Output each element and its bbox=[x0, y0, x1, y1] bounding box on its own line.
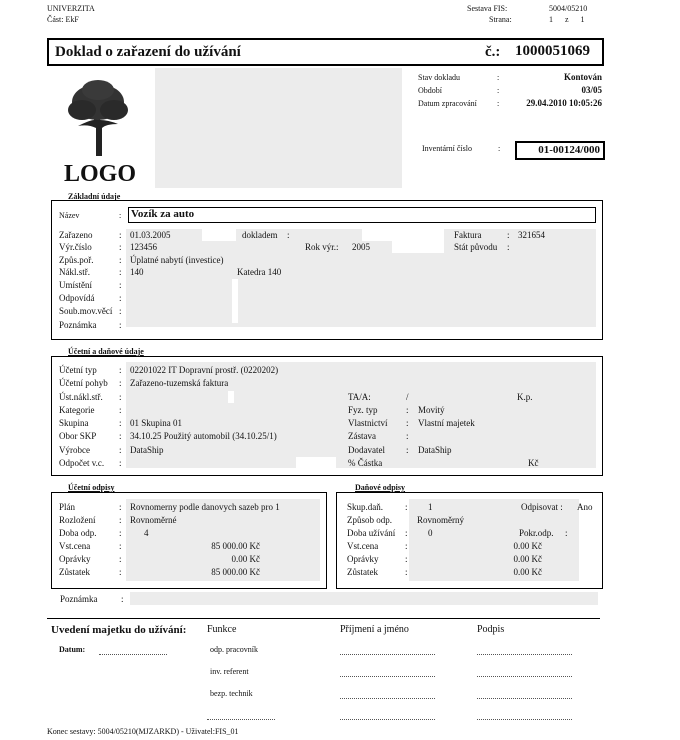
signature-line-2[interactable] bbox=[477, 676, 572, 677]
inventory-value: 01-00124/000 bbox=[538, 144, 600, 156]
accounting-section-title: Účetní a daňové údaje bbox=[68, 347, 144, 356]
acc-opravky-label: Oprávky bbox=[59, 554, 91, 564]
report-value: 5004/05210 bbox=[549, 4, 588, 13]
skupina-label: Skupina bbox=[59, 418, 89, 428]
extra-function-line[interactable] bbox=[207, 719, 275, 720]
role-2: inv. referent bbox=[210, 667, 249, 676]
tax-zpusob-value: Rovnoměrný bbox=[417, 515, 464, 525]
faktura-value: 321654 bbox=[518, 230, 545, 240]
acc-doba-label: Doba odp. bbox=[59, 528, 97, 538]
name-line-3[interactable] bbox=[340, 698, 435, 699]
org-name: UNIVERZITA bbox=[47, 4, 95, 13]
signature-line-1[interactable] bbox=[477, 654, 572, 655]
acc-opravky-value: 0.00 Kč bbox=[231, 554, 260, 564]
note-label: Poznámka bbox=[60, 594, 98, 604]
acc-vst-label: Vst.cena bbox=[59, 541, 91, 551]
tax-opravky-value: 0.00 Kč bbox=[513, 554, 542, 564]
period-value: 03/05 bbox=[581, 85, 602, 95]
acc-dep-title: Účetní odpisy bbox=[68, 483, 115, 492]
name-label: Název bbox=[59, 211, 80, 220]
zpusob-label: Způs.poř. bbox=[59, 255, 94, 265]
extra-name-line[interactable] bbox=[340, 719, 435, 720]
fyztyp-value: Movitý bbox=[418, 405, 445, 415]
inventory-box bbox=[515, 141, 605, 160]
naklstr-label: Nákl.stř. bbox=[59, 267, 90, 277]
page-value: 1 z 1 bbox=[549, 15, 585, 24]
vlastnictvi-label: Vlastnictví bbox=[348, 418, 388, 428]
name-line-1[interactable] bbox=[340, 654, 435, 655]
document-number: 1000051069 bbox=[515, 43, 590, 59]
vyrcislo-label: Výr.číslo bbox=[59, 242, 92, 252]
acc-zustatek-label: Zůstatek bbox=[59, 567, 90, 577]
obor-label: Obor SKP bbox=[59, 431, 97, 441]
role-3: bezp. technik bbox=[210, 689, 253, 698]
accounting-section: Účetní typ : 02201022 IT Dopravní prostř. (0220202) Účetní pohyb : Zařazeno-tuzemská faktura Úst.nákl.stř. : TA/A: / K.p. Kategorie : Fyz. typ : Movitý Skupina : 01 Skupina 01 Vlastnictví : Vlastní majetek Obor SKP : 34.10.25 Použitý automobil (34.10.25/1) Zástava : Výrobce : DataShip Dodavatel : DataShip Odpočet v.c. : % Částka Kč bbox=[51, 356, 603, 476]
rokvyr-value: 2005 bbox=[352, 242, 370, 252]
ucetni-typ-label: Účetní typ bbox=[59, 365, 97, 375]
skupina-value: 01 Skupina 01 bbox=[130, 418, 183, 428]
stat-label: Stát původu bbox=[454, 242, 498, 252]
zpusob-value: Úplatné nabytí (investice) bbox=[130, 255, 224, 265]
kp-label: K.p. bbox=[517, 392, 533, 402]
tax-opravky-label: Oprávky bbox=[347, 554, 379, 564]
tax-dep-section: Skup.daň. : 1 Odpisovat : Ano Způsob odp. Rovnoměrný Doba užívání : 0 Pokr.odp. : Vst.cena : 0.00 Kč Oprávky : 0.00 Kč Zůstatek : 0.00 Kč bbox=[336, 492, 603, 589]
dodavatel-label: Dodavatel bbox=[348, 445, 385, 455]
kategorie-label: Kategorie bbox=[59, 405, 95, 415]
basic-section-title: Základní údaje bbox=[68, 192, 121, 201]
faktura-label: Faktura bbox=[454, 230, 482, 240]
tax-doba-label: Doba užívání bbox=[347, 528, 396, 538]
acc-dep-section: Plán : Rovnomerny podle danovych sazeb pro 1 Rozložení : Rovnoměrné Doba odp. : 4 Vst.cena : 85 000.00 Kč Oprávky : 0.00 Kč Zůstatek : 85 000.00 Kč bbox=[51, 492, 327, 589]
handover-title: Uvedení majetku do užívání: bbox=[51, 624, 187, 636]
tax-doba-value: 0 bbox=[428, 528, 433, 538]
tax-zustatek-label: Zůstatek bbox=[347, 567, 378, 577]
name-box bbox=[128, 207, 596, 223]
signature-line-3[interactable] bbox=[477, 698, 572, 699]
name-value: Vozík za auto bbox=[131, 208, 195, 220]
report-label: Sestava FIS: bbox=[467, 4, 508, 13]
tax-zustatek-value: 0.00 Kč bbox=[513, 567, 542, 577]
fyztyp-label: Fyz. typ bbox=[348, 405, 378, 415]
zastava-label: Zástava bbox=[348, 431, 376, 441]
tax-odpisovat-label: Odpisovat : bbox=[521, 502, 563, 512]
logo-text: LOGO bbox=[64, 161, 137, 187]
col-signature: Podpis bbox=[477, 624, 505, 635]
vlastnictvi-value: Vlastní majetek bbox=[418, 418, 475, 428]
acc-rozlozeni-label: Rozložení bbox=[59, 515, 96, 525]
acc-plan-value: Rovnomerny podle danovych sazeb pro 1 bbox=[130, 502, 280, 512]
vyrobce-value: DataShip bbox=[130, 445, 164, 455]
tree-icon bbox=[58, 76, 138, 156]
ucetni-pohyb-label: Účetní pohyb bbox=[59, 378, 108, 388]
image-placeholder bbox=[155, 68, 402, 188]
processed-value: 29.04.2010 10:05:26 bbox=[526, 98, 602, 108]
tax-vst-label: Vst.cena bbox=[347, 541, 379, 551]
ucetni-pohyb-value: Zařazeno-tuzemská faktura bbox=[130, 378, 229, 388]
tax-dep-title: Daňové odpisy bbox=[355, 483, 406, 492]
zarazeno-value: 01.03.2005 bbox=[130, 230, 171, 240]
tax-skup-value: 1 bbox=[428, 502, 433, 512]
acc-rozlozeni-value: Rovnoměrné bbox=[130, 515, 177, 525]
taa-value: / bbox=[406, 392, 409, 402]
page-label: Strana: bbox=[489, 15, 512, 24]
name-line-2[interactable] bbox=[340, 676, 435, 677]
vyrcislo-value: 123456 bbox=[130, 242, 157, 252]
footer-text: Konec sestavy: 5004/05210(MJZARKD) - Uživatel:FIS_01 bbox=[47, 727, 239, 736]
acc-plan-label: Plán bbox=[59, 502, 76, 512]
tax-vst-value: 0.00 Kč bbox=[513, 541, 542, 551]
document-title-bar bbox=[47, 38, 604, 66]
odpocet-label: Odpočet v.c. bbox=[59, 458, 105, 468]
odpovida-label: Odpovídá bbox=[59, 293, 95, 303]
tax-pokr-label: Pokr.odp. bbox=[519, 528, 554, 538]
dodavatel-value: DataShip bbox=[418, 445, 452, 455]
naklstr-name: Katedra 140 bbox=[237, 267, 282, 277]
org-part: Část: EkF bbox=[47, 15, 79, 24]
umisteni-label: Umístění bbox=[59, 280, 92, 290]
date-line[interactable] bbox=[99, 654, 167, 655]
ucetni-typ-value: 02201022 IT Dopravní prostř. (0220202) bbox=[130, 365, 279, 375]
processed-label: Datum zpracování bbox=[418, 99, 477, 108]
ust-label: Úst.nákl.stř. bbox=[59, 392, 103, 402]
basic-section: Název : Vozík za auto Zařazeno : 01.03.2005 dokladem : Faktura : 321654 Výr.číslo : 123456 Rok výr.: 2005 Stát původu : Způs.poř. : Úplatné nabytí (investice) Nákl.stř. : 140 Katedra 140 Umístění : Odpovídá : Soub.mov.věcí : Poznámka : bbox=[51, 200, 603, 340]
zarazeno-label: Zařazeno bbox=[59, 230, 93, 240]
acc-zustatek-value: 85 000.00 Kč bbox=[211, 567, 260, 577]
tax-skup-label: Skup.daň. bbox=[347, 502, 383, 512]
dokladem-label: dokladem bbox=[242, 230, 278, 240]
vyrobce-label: Výrobce bbox=[59, 445, 90, 455]
poznamka-label: Poznámka bbox=[59, 320, 97, 330]
tax-odpisovat-value: Ano bbox=[577, 502, 593, 512]
document-title: Doklad o zařazení do užívání bbox=[55, 44, 241, 60]
col-function: Funkce bbox=[207, 624, 237, 635]
document-number-label: č.: bbox=[485, 44, 501, 60]
acc-vst-value: 85 000.00 Kč bbox=[211, 541, 260, 551]
castka-label: % Částka bbox=[348, 458, 383, 468]
tax-zpusob-label: Způsob odp. bbox=[347, 515, 392, 525]
taa-label: TA/A: bbox=[348, 392, 371, 402]
logo bbox=[58, 76, 138, 187]
state-label: Stav dokladu bbox=[418, 73, 460, 82]
soub-label: Soub.mov.věcí bbox=[59, 306, 113, 316]
rokvyr-label: Rok výr.: bbox=[305, 242, 339, 252]
castka-currency: Kč bbox=[528, 458, 539, 468]
extra-signature-line[interactable] bbox=[477, 719, 572, 720]
role-1: odp. pracovník bbox=[210, 645, 258, 654]
col-name: Příjmení a jméno bbox=[340, 624, 409, 635]
inventory-label: Inventární číslo bbox=[422, 144, 472, 153]
naklstr-value: 140 bbox=[130, 267, 144, 277]
acc-doba-value: 4 bbox=[144, 528, 149, 538]
divider bbox=[47, 618, 600, 619]
obor-value: 34.10.25 Použitý automobil (34.10.25/1) bbox=[130, 431, 277, 441]
date-label: Datum: bbox=[59, 645, 86, 654]
state-value: Kontován bbox=[563, 72, 602, 82]
note-field bbox=[130, 592, 598, 605]
period-label: Období bbox=[418, 86, 442, 95]
